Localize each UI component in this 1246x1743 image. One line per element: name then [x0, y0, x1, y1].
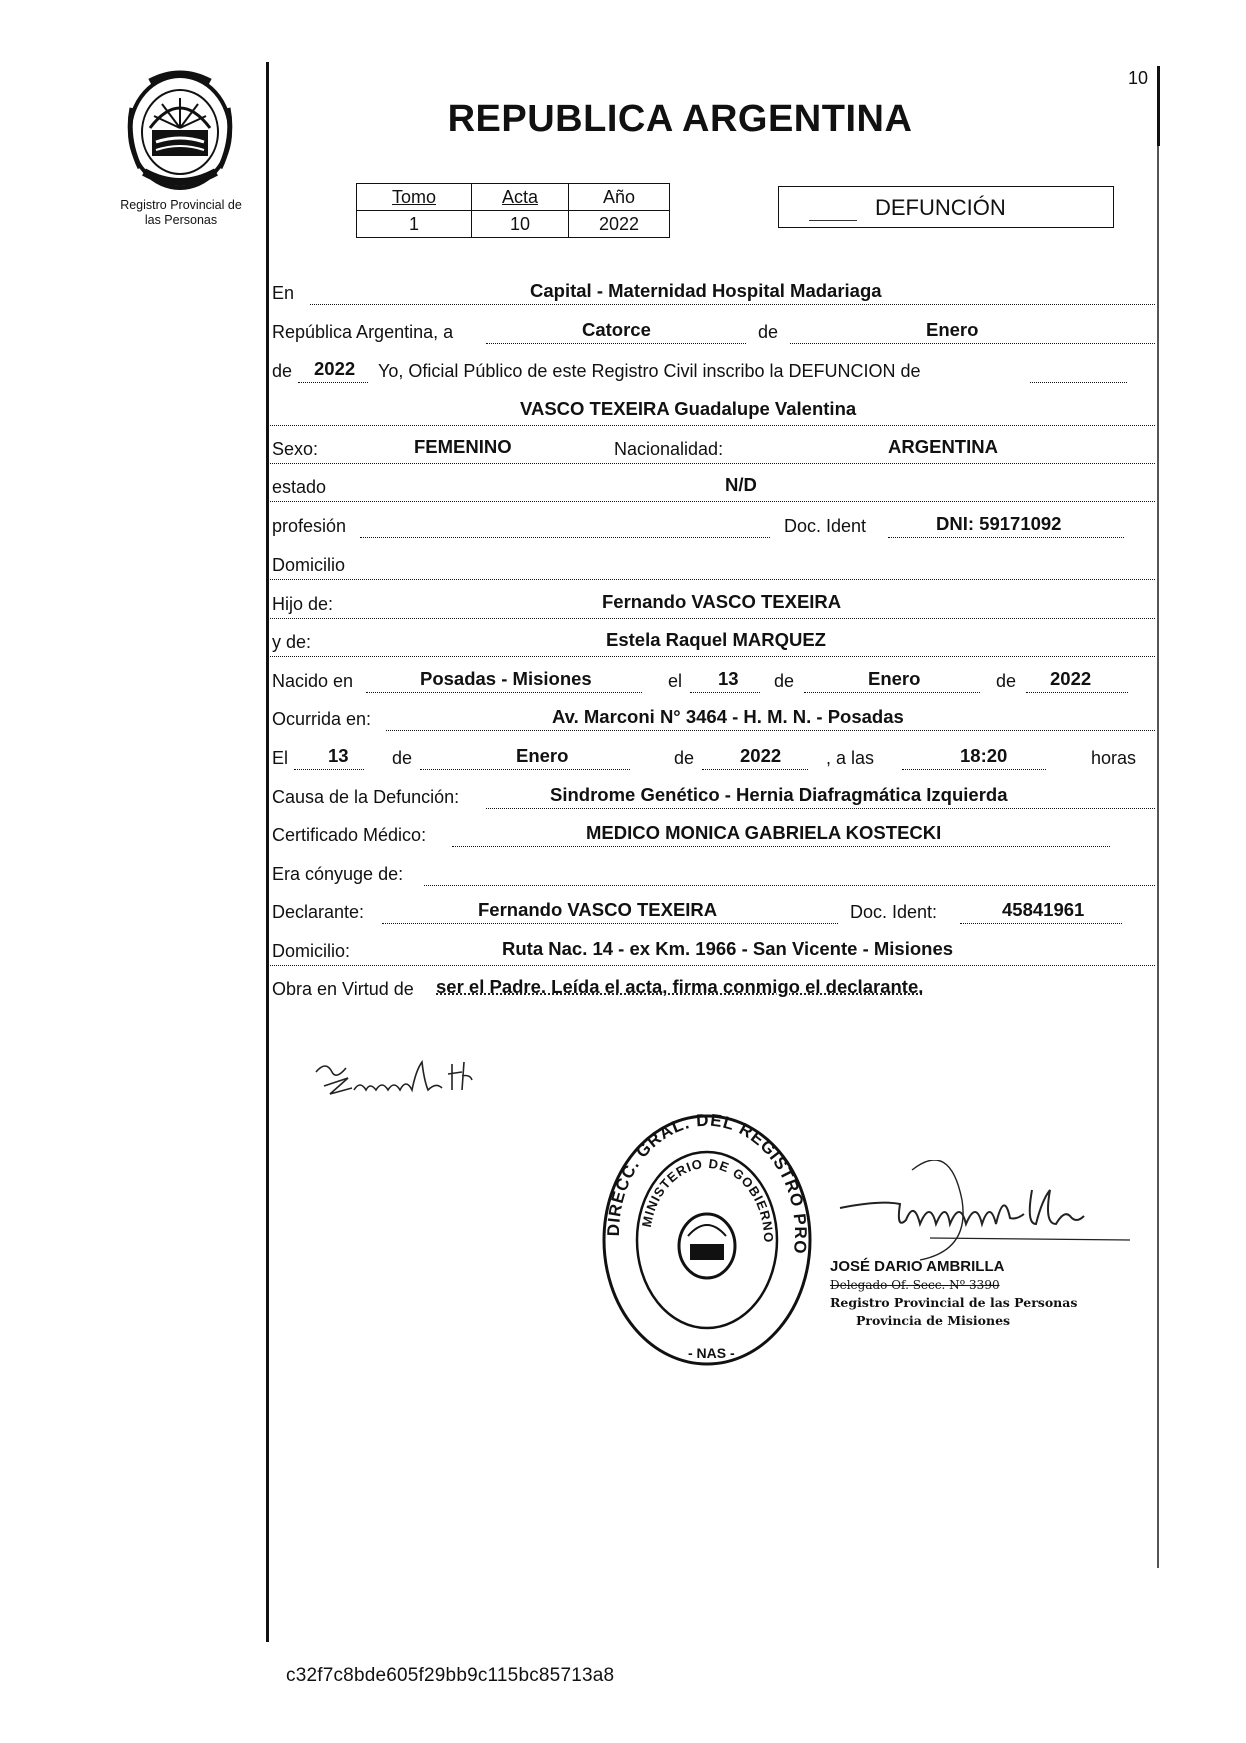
year: 2022 [314, 358, 356, 379]
registry-name: Registro Provincial de las Personas [120, 198, 242, 227]
sexo-label: Sexo: [272, 439, 319, 459]
de-label: de [758, 322, 779, 342]
row-conyuge [270, 858, 1155, 888]
yde-label: y de: [272, 632, 312, 652]
acta-value: 10 [472, 211, 569, 238]
row-nacido [270, 665, 1155, 695]
row-estado [270, 471, 1155, 502]
nacionalidad-value: ARGENTINA [888, 436, 998, 457]
row-en [270, 277, 1155, 307]
row-profesion [270, 510, 1155, 540]
record-type: DEFUNCIÓN [875, 195, 1006, 220]
profesion-label: profesión [272, 516, 347, 536]
oficial-text: Yo, Oficial Público de este Registro Civil inscribo la DEFUNCION de [378, 361, 921, 381]
acta-label: Acta [501, 186, 539, 207]
death-de2: de [674, 748, 695, 768]
horas-label: horas [1091, 748, 1137, 768]
misiones-crest-logo [120, 68, 240, 194]
estado-value: N/D [725, 474, 757, 495]
death-year: 2022 [740, 745, 782, 766]
el-label: el [668, 671, 683, 691]
crest-icon [120, 68, 240, 194]
official-signature [800, 1160, 1130, 1270]
svg-text:DIRECC. GRAL. DEL REGISTRO PRO: DIRECC. GRAL. DEL REGISTRO PRO [603, 1110, 811, 1256]
declarant-signature [312, 1050, 512, 1100]
causa-label: Causa de la Defunción: [272, 787, 460, 807]
certificado-label: Certificado Médico: [272, 825, 427, 845]
row-causa [270, 781, 1155, 811]
death-time: 18:20 [960, 745, 1008, 766]
hijo-value: Fernando VASCO TEXEIRA [602, 591, 842, 612]
row-yde [270, 626, 1155, 657]
official-role: Delegado Of. Secc. Nº 3390 [830, 1278, 1000, 1292]
handwritten-signature-icon [312, 1050, 512, 1100]
republica-label: República Argentina, a [272, 322, 454, 342]
row-domicilio2 [270, 935, 1155, 966]
declarante-value: Fernando VASCO TEXEIRA [478, 899, 718, 920]
obra-value: ser el Padre. Leída el acta, firma conmigo el declarante. [436, 976, 924, 997]
anio-value: 2022 [569, 211, 670, 238]
month-text: Enero [926, 319, 979, 340]
reference-table [356, 183, 670, 238]
causa-value: Sindrome Genético - Hernia Diafragmática Izquierda [550, 784, 1008, 805]
ocurrida-label: Ocurrida en: [272, 709, 372, 729]
domicilio2-value: Ruta Nac. 14 - ex Km. 1966 - San Vicente - Misiones [502, 938, 954, 959]
tomo-value: 1 [357, 211, 472, 238]
doc2-label: Doc. Ident: [850, 902, 938, 922]
sexo-value: FEMENINO [414, 436, 512, 457]
row-certificado [270, 819, 1155, 849]
row-ocurrida [270, 703, 1155, 733]
document-hash: c32f7c8bde605f29bb9c115bc85713a8 [286, 1665, 615, 1686]
left-margin-line [266, 62, 269, 1642]
row-fecha [270, 316, 1155, 346]
page-number: 10 [1128, 68, 1149, 88]
declarante-label: Declarante: [272, 902, 365, 922]
conyuge-label: Era cónyuge de: [272, 864, 404, 884]
nacido-month: Enero [868, 668, 921, 689]
row-oficial [270, 355, 1155, 385]
official-stamp [600, 1110, 815, 1370]
doc-value: DNI: 59171092 [936, 513, 1062, 534]
nacido-day: 13 [718, 668, 739, 689]
row-hijo [270, 588, 1155, 619]
en-value: Capital - Maternidad Hospital Madariaga [530, 280, 882, 301]
row-death-date [270, 742, 1155, 772]
estado-label: estado [272, 477, 327, 497]
deceased-name: VASCO TEXEIRA Guadalupe Valentina [520, 398, 857, 419]
alas-label: , a las [826, 748, 875, 768]
row-domicilio [270, 549, 1155, 580]
svg-text:MINISTERIO DE GOBIERNO: MINISTERIO DE GOBIERNO [638, 1155, 777, 1244]
nacido-label: Nacido en [272, 671, 354, 691]
row-deceased [270, 395, 1155, 426]
el2-label: El [272, 748, 289, 768]
row-obra [270, 973, 1155, 1003]
tomo-label: Tomo [391, 186, 436, 207]
domicilio-label: Domicilio [272, 555, 346, 575]
right-margin-line-top [1157, 66, 1160, 146]
anio-label: Año [602, 186, 636, 207]
obra-label: Obra en Virtud de [272, 979, 414, 999]
page-title: REPUBLICA ARGENTINA [447, 98, 913, 140]
nacido-value: Posadas - Misiones [420, 668, 592, 689]
certificado-value: MEDICO MONICA GABRIELA KOSTECKI [586, 822, 942, 843]
row-declarante [270, 896, 1155, 926]
official-block [830, 1258, 1077, 1330]
doc-label: Doc. Ident [784, 516, 867, 536]
ocurrida-value: Av. Marconi N° 3464 - H. M. N. - Posadas [552, 706, 904, 727]
death-day: 13 [328, 745, 349, 766]
doc2-value: 45841961 [1002, 899, 1085, 920]
death-de1: de [392, 748, 413, 768]
handwritten-signature-icon [800, 1160, 1130, 1270]
de2-label: de [272, 361, 293, 381]
official-name: JOSÉ DARIO AMBRILLA [830, 1258, 1005, 1275]
registry-seal-icon [600, 1110, 815, 1370]
nacido-de1: de [774, 671, 795, 691]
domicilio2-label: Domicilio: [272, 941, 351, 961]
yde-value: Estela Raquel MARQUEZ [606, 629, 826, 650]
right-margin-line [1157, 68, 1159, 1568]
nacido-de2: de [996, 671, 1017, 691]
nacionalidad-label: Nacionalidad: [614, 439, 724, 459]
row-sexo [270, 433, 1155, 464]
en-label: En [272, 283, 295, 303]
day-text: Catorce [582, 319, 651, 340]
nacido-year: 2022 [1050, 668, 1092, 689]
record-type-box [778, 186, 1114, 228]
official-province: Provincia de Misiones [856, 1313, 1011, 1328]
official-registry: Registro Provincial de las Personas [830, 1295, 1078, 1310]
hijo-label: Hijo de: [272, 594, 334, 614]
death-month: Enero [516, 745, 569, 766]
svg-text:- NAS -: - NAS - [688, 1345, 735, 1361]
